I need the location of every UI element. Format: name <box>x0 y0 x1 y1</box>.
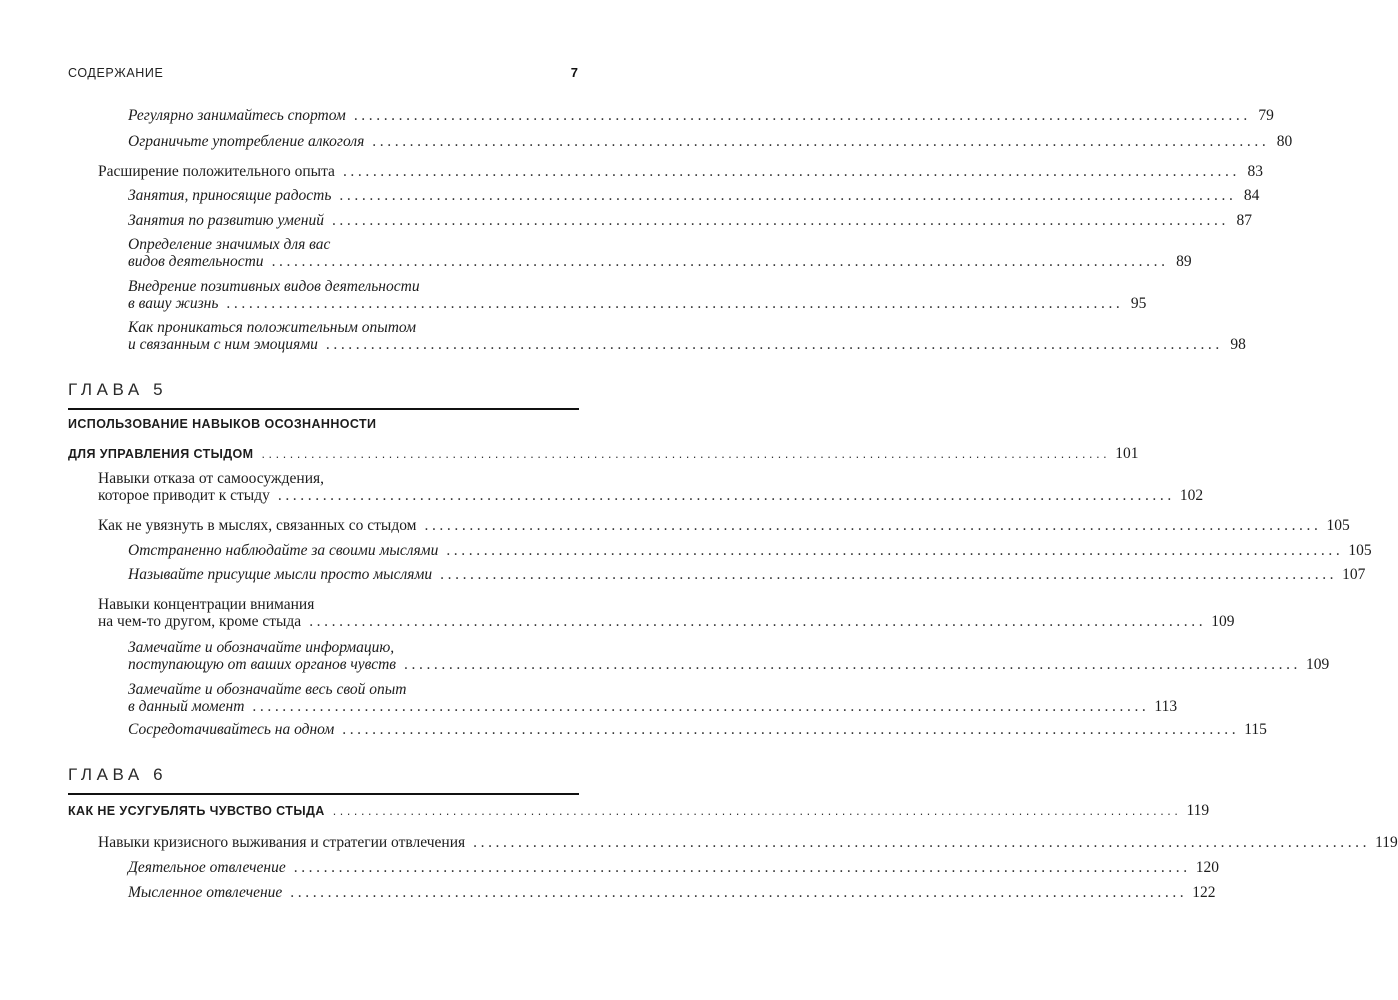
toc-entry[interactable] <box>98 596 1235 630</box>
leader-dots: ........................................................................................................................ <box>342 721 1240 738</box>
leader-dots: ........................................................................................................................ <box>226 295 1124 312</box>
toc-entry-title: Занятия по развитию умений <box>128 212 324 229</box>
toc-entry-page: 105 <box>1348 542 1372 559</box>
toc-entry-title-line1: Внедрение позитивных видов деятельности <box>128 278 420 295</box>
chapter-title: КАК НЕ УСУГУБЛЯТЬ ЧУВСТВО СТЫДА <box>68 804 325 818</box>
toc-entry-title-line1: Как проникаться положительным опытом <box>128 319 416 336</box>
toc-entry-page: 107 <box>1342 566 1366 583</box>
leader-dots: ........................................................................................................................ <box>446 542 1344 559</box>
toc-entry-title-line1: Замечайте и обозначайте информацию, <box>128 639 395 656</box>
toc-entry-page: 113 <box>1154 698 1178 715</box>
toc-entry-title: Ограничьте употребление алкоголя <box>128 133 365 150</box>
leader-dots: ........................................................................................................................ <box>353 107 1251 124</box>
toc-entry[interactable] <box>128 187 1260 204</box>
leader-dots: ........................................................................................................................ <box>271 253 1169 270</box>
toc-entry-page: 122 <box>1192 884 1216 901</box>
toc-entry-page: 89 <box>1176 253 1192 270</box>
toc-entry[interactable] <box>128 884 1216 901</box>
toc-entry-title-line2: в вашу жизнь <box>128 295 219 312</box>
running-header-title: СОДЕРЖАНИЕ <box>68 66 164 80</box>
toc-entry-title: Мысленное отвлечение <box>128 884 283 901</box>
toc-entry-title-line2: и связанным с ним эмоциями <box>128 336 318 353</box>
chapter-page: 119 <box>1186 802 1210 819</box>
toc-entry-page: 83 <box>1247 163 1263 180</box>
leader-dots: ........................................................................................................................ <box>309 613 1207 630</box>
toc-entry[interactable] <box>128 236 1192 270</box>
toc-entry[interactable] <box>98 834 1398 851</box>
toc-entry-title: Расширение положительного опыта <box>98 163 335 180</box>
leader-dots: ........................................................................................................................ <box>325 336 1223 353</box>
toc-entry[interactable] <box>128 107 1274 124</box>
leader-dots: ........................................................................................................................ <box>342 163 1240 180</box>
toc-entry[interactable] <box>128 278 1147 312</box>
chapter-page: 101 <box>1115 445 1139 462</box>
leader-dots: ........................................................................................................................ <box>473 834 1371 851</box>
leader-dots: ........................................................................................................................ <box>404 656 1302 673</box>
toc-entry-page: 109 <box>1306 656 1330 673</box>
toc-entry-title: Сосредотачивайтесь на одном <box>128 721 335 738</box>
toc-entry-page: 102 <box>1179 487 1204 504</box>
chapter-entry[interactable] <box>68 410 1139 469</box>
toc-entry-title-line2: в данный момент <box>128 698 245 715</box>
toc-entry-page: 105 <box>1326 517 1350 534</box>
chapter-title-line2: ДЛЯ УПРАВЛЕНИЯ СТЫДОМ <box>68 447 254 461</box>
leader-dots: ........................................................................................................................ <box>277 487 1175 504</box>
leader-dots: ........................................................................................................................ <box>261 447 1111 461</box>
toc-entry-page: 84 <box>1243 187 1260 204</box>
toc-entry-page: 80 <box>1276 133 1293 150</box>
toc-entry-title-line1: Определение значимых для вас <box>128 236 331 253</box>
leader-dots: ........................................................................................................................ <box>372 133 1270 150</box>
toc-entry-title-line2: на чем-то другом, кроме стыда <box>98 613 302 630</box>
toc-entry-title-line1: Навыки концентрации внимания <box>98 596 315 613</box>
toc-entry-page: 79 <box>1258 107 1274 124</box>
toc-entry-title: Занятия, приносящие радость <box>128 187 332 204</box>
leader-dots: ........................................................................................................................ <box>440 566 1338 583</box>
toc-entry-page: 109 <box>1211 613 1235 630</box>
toc-entry-title-line1: Навыки отказа от самоосуждения, <box>98 470 325 487</box>
toc-entry-page: 87 <box>1236 212 1252 229</box>
toc-entry-title: Навыки кризисного выживания и стратегии отвлечения <box>98 834 466 851</box>
chapter-divider <box>68 793 579 795</box>
chapter-entry[interactable] <box>68 796 1210 826</box>
page-number: 7 <box>570 65 578 80</box>
toc-entry-page: 98 <box>1230 336 1246 353</box>
toc-entry-title: Как не увязнуть в мыслях, связанных со стыдом <box>98 517 417 534</box>
toc-entry[interactable] <box>128 133 1293 150</box>
leader-dots: ........................................................................................................................ <box>332 804 1182 818</box>
toc-entry-page: 95 <box>1130 295 1147 312</box>
leader-dots: ........................................................................................................................ <box>252 698 1150 715</box>
chapter-title-line1: ИСПОЛЬЗОВАНИЕ НАВЫКОВ ОСОЗНАННОСТИ <box>68 417 377 431</box>
toc-entry[interactable] <box>128 212 1252 229</box>
toc-entry[interactable] <box>98 470 1204 504</box>
leader-dots: ........................................................................................................................ <box>339 187 1237 204</box>
toc-entry[interactable] <box>128 859 1219 876</box>
toc-entry-title-line2: которое приводит к стыду <box>98 487 270 504</box>
toc-entry[interactable] <box>128 542 1372 559</box>
toc-entry-title-line1: Замечайте и обозначайте весь свой опыт <box>128 681 407 698</box>
toc-entry[interactable] <box>98 163 1263 180</box>
toc-entry-title-line2: видов деятельности <box>128 253 264 270</box>
toc-entry-title: Отстраненно наблюдайте за своими мыслями <box>128 542 439 559</box>
leader-dots: ........................................................................................................................ <box>290 884 1188 901</box>
leader-dots: ........................................................................................................................ <box>331 212 1229 229</box>
toc-entry-page: 119 <box>1375 834 1398 851</box>
toc-entry-page: 115 <box>1244 721 1267 738</box>
chapter-label: ГЛАВА 5 <box>68 380 168 399</box>
leader-dots: ........................................................................................................................ <box>293 859 1191 876</box>
toc-entry[interactable] <box>128 721 1267 738</box>
toc-entry-page: 120 <box>1195 859 1219 876</box>
toc-entry-title-line2: поступающую от ваших органов чувств <box>128 656 397 673</box>
chapter-label: ГЛАВА 6 <box>68 765 168 784</box>
leader-dots: ........................................................................................................................ <box>424 517 1322 534</box>
toc-entry[interactable] <box>98 517 1350 534</box>
toc-entry[interactable] <box>128 681 1178 715</box>
toc-entry[interactable] <box>128 639 1330 673</box>
toc-entry[interactable] <box>128 566 1366 583</box>
toc-entry[interactable] <box>128 319 1246 353</box>
toc-entry-title: Деятельное отвлечение <box>128 859 286 876</box>
toc-entry-title: Регулярно занимайтесь спортом <box>128 107 346 124</box>
toc-entry-title: Называйте присущие мысли просто мыслями <box>128 566 433 583</box>
